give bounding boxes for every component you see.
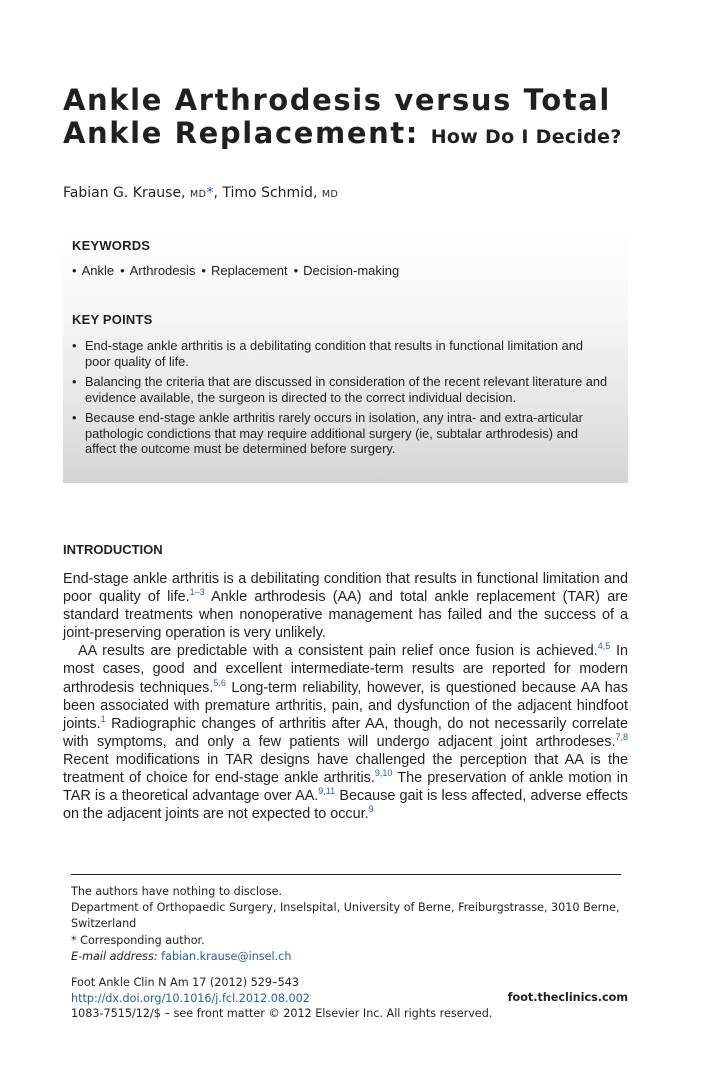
title-subtitle: How Do I Decide? — [430, 126, 622, 148]
copyright-line: 1083-7515/12/$ – see front matter © 2012 Elsevier Inc. All rights reserved. — [71, 1007, 493, 1020]
text-run: The preservation of ankle motion in TAR is a theoretical advantage over AA. — [63, 770, 628, 805]
author-2-name: Timo Schmid, — [222, 185, 318, 201]
text-run: End-stage ankle arthritis is a debilitating condition that results in functional limitation and poor quality of life. — [63, 571, 628, 606]
text-run: Radiographic changes of arthritis after AA, though, do not necessarily correlate with symptoms, and only a few patients will undergo adjacent joint arthrodeses. — [63, 715, 628, 750]
email-link[interactable]: fabian.krause@insel.ch — [161, 949, 292, 963]
footnotes — [71, 884, 631, 965]
keywords-list — [72, 263, 405, 278]
author-1-degree: MD — [189, 189, 207, 200]
article-title — [63, 84, 663, 154]
keyword-item: • Arthrodesis — [120, 263, 195, 278]
email-line — [71, 949, 631, 965]
author-2-degree: MD — [321, 189, 339, 200]
author-separator: , — [213, 185, 218, 201]
reference-link[interactable]: 9 — [368, 804, 374, 815]
key-point-item: • End-stage ankle arthritis is a debilitating condition that results in functional limitation and poor quality of life. — [72, 338, 612, 369]
journal-website[interactable]: foot.theclinics.com — [507, 991, 628, 1004]
text-run: Ankle arthrodesis (AA) and total ankle replacement (TAR) are standard treatments when nonoperative management has failed and the success of a joint-preserving operation is very unlikely. — [63, 589, 628, 642]
key-points-heading: KEY POINTS — [72, 312, 153, 327]
disclosure-note: The authors have nothing to disclose. — [71, 885, 283, 898]
title-line-2 — [63, 117, 663, 154]
title-line-2-main: Ankle Replacement: — [63, 116, 419, 150]
introduction-heading: INTRODUCTION — [63, 542, 163, 557]
affiliation-note: Department of Orthopaedic Surgery, Inselspital, University of Berne, Freiburgstrasse, 3010 Berne, Switzerland — [71, 901, 620, 931]
journal-citation: Foot Ankle Clin N Am 17 (2012) 529–543 — [71, 976, 299, 989]
text-run: Long-term reliability, however, is questioned because AA has been associated with premature arthritis, pain, and dysfunction of the adjacent hindfoot joints. — [63, 679, 629, 732]
email-label: E-mail address: — [71, 949, 158, 963]
reference-link[interactable]: 4,5 — [597, 641, 611, 652]
reference-link[interactable]: 9,11 — [318, 786, 336, 797]
doi-link[interactable]: http://dx.doi.org/10.1016/j.fcl.2012.08.002 — [71, 991, 310, 1005]
footnote-divider — [71, 874, 621, 875]
key-point-item: • Balancing the criteria that are discussed in consideration of the recent relevant literature and evidence available, the surgeon is directed to the correct individual decision. — [72, 374, 612, 405]
intro-paragraph-1 — [63, 570, 628, 642]
corresponding-author-marker[interactable]: * — [206, 185, 214, 201]
keyword-item: • Decision-making — [294, 263, 400, 278]
intro-paragraph-2 — [63, 642, 628, 823]
keywords-heading: KEYWORDS — [72, 238, 151, 253]
abstract-box — [63, 230, 628, 483]
reference-link[interactable]: 5,6 — [213, 677, 226, 688]
keyword-item: • Ankle — [72, 263, 114, 278]
text-run: AA results are predictable with a consistent pain relief once fusion is achieved. — [78, 643, 598, 660]
title-line-1: Ankle Arthrodesis versus Total — [63, 83, 611, 117]
text-run: In most cases, good and excellent intermediate-term results are reported for modern arthrodesis techniques. — [63, 643, 628, 696]
key-point-item: • Because end-stage ankle arthritis rarely occurs in isolation, any intra- and extra-articular pathologic condictions that may require additional surgery (ie, subtalar arthrodesis) and affect the outcome must be determined before surgery. — [72, 410, 612, 457]
reference-link[interactable]: 1 — [100, 713, 106, 724]
reference-link[interactable]: 1–3 — [189, 587, 205, 598]
keyword-item: • Replacement — [201, 263, 287, 278]
corresponding-author-note: * Corresponding author. — [71, 933, 205, 947]
text-run: Because gait is less affected, adverse effects on the adjacent joints are not expected to occur. — [63, 788, 628, 823]
reference-link[interactable]: 9,10 — [374, 768, 393, 779]
introduction-body — [63, 570, 628, 823]
key-points-list — [72, 338, 612, 462]
author-line — [63, 185, 338, 201]
reference-link[interactable]: 7,8 — [615, 731, 628, 742]
author-1-name: Fabian G. Krause, — [63, 185, 186, 201]
text-run: Recent modifications in TAR designs have challenged the perception that AA is the treatment of choice for end-stage ankle arthritis. — [63, 751, 628, 787]
